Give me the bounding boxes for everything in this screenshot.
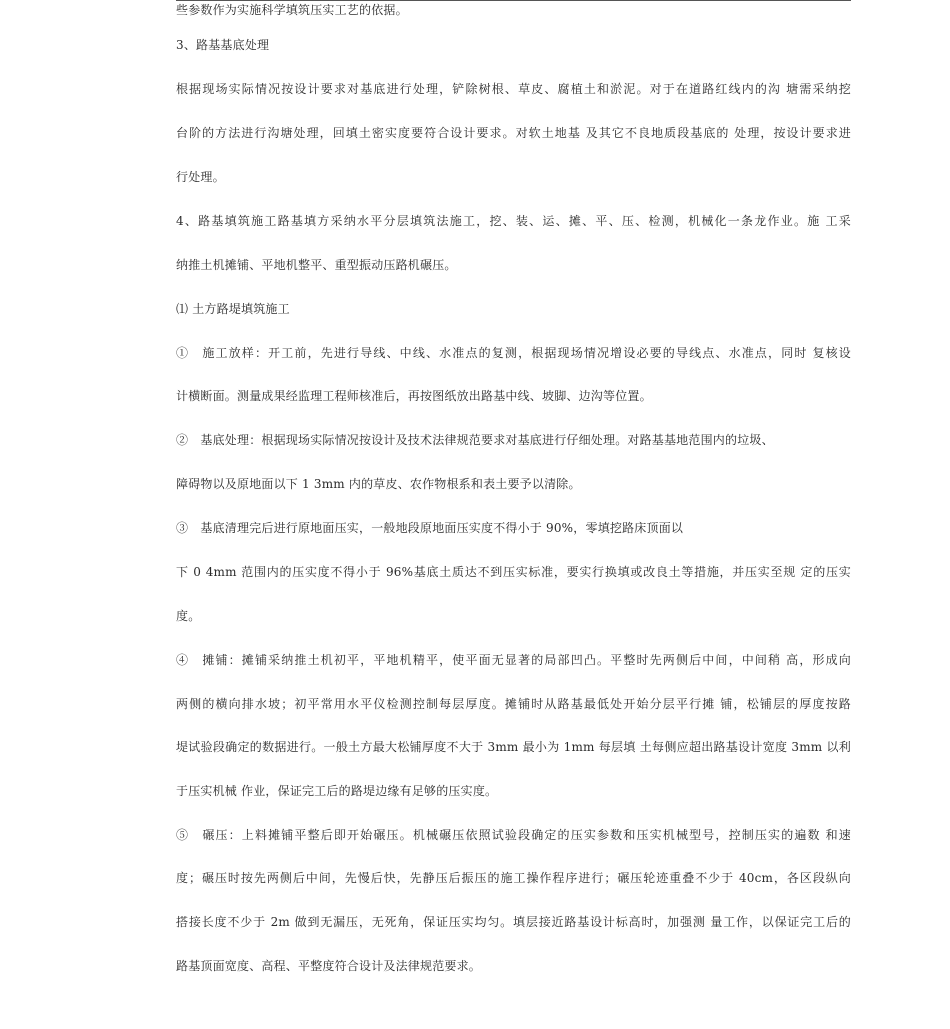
- list-item: ① 施工放样：开工前，先进行导线、中线、水准点的复测，根据现场情况增设必要的导线点、水准点，同时 复核设: [176, 346, 851, 360]
- paragraph-line: 些参数作为实施科学填筑压实工艺的依据。: [176, 3, 408, 17]
- paragraph-line: 搭接长度不少于 2m 做到无漏压，无死角，保证压实均匀。填层接近路基设计标高时，加强测 量工作，以保证完工后的: [176, 915, 851, 929]
- paragraph-line: 计横断面。测量成果经监理工程师核准后，再按图纸放出路基中线、坡脚、边沟等位置。: [176, 389, 652, 403]
- section-heading: 3、路基基底处理: [176, 38, 270, 52]
- paragraph-line: 行处理。: [176, 170, 225, 184]
- paragraph-line: 下 0 4mm 范围内的压实度不得小于 96%基底土质达不到压实标准，要实行换填或改良土等措施，并压实至规 定的压实: [176, 565, 851, 579]
- paragraph-line: 路基顶面宽度、高程、平整度符合设计及法律规范要求。: [176, 959, 482, 973]
- section-heading: 4、路基填筑施工路基填方采纳水平分层填筑法施工，挖、装、运、摊、平、压、检测，机械化一条龙作业。施 工采: [176, 214, 851, 228]
- paragraph-line: 堤试验段确定的数据进行。一般土方最大松铺厚度不大于 3mm 最小为 1mm 每层填 土每侧应超出路基设计宽度 3mm 以利: [176, 740, 851, 754]
- paragraph-line: 两侧的横向排水坡；初平常用水平仪检测控制每层厚度。摊铺时从路基最低处开始分层平行摊 铺，松铺层的厚度按路: [176, 697, 851, 711]
- paragraph-line: 障碍物以及原地面以下 1 3mm 内的草皮、农作物根系和表土要予以清除。: [176, 477, 581, 491]
- paragraph-line: 根据现场实际情况按设计要求对基底进行处理，铲除树根、草皮、腐植土和淤泥。对于在道路红线内的沟 塘需采纳挖: [176, 82, 851, 96]
- list-item: ③ 基底清理完后进行原地面压实，一般地段原地面压实度不得小于 90%，零填挖路床顶面以: [176, 521, 684, 535]
- paragraph-line: 台阶的方法进行沟塘处理，回填土密实度要符合设计要求。对软土地基 及其它不良地质段基底的 处理，按设计要求进: [176, 126, 851, 140]
- list-item: ④ 摊铺：摊铺采纳推土机初平，平地机精平，使平面无显著的局部凹凸。平整时先两侧后中间，中间稍 高，形成向: [176, 653, 851, 667]
- paragraph-line: 度；碾压时按先两侧后中间，先慢后快，先静压后振压的施工操作程序进行；碾压轮迹重叠不少于 40cm，各区段纵向: [176, 871, 851, 885]
- subsection-heading: ⑴ 土方路堤填筑施工: [176, 302, 290, 316]
- paragraph-line: 于压实机械 作业，保证完工后的路堤边缘有足够的压实度。: [176, 784, 498, 798]
- list-item: ⑤ 碾压：上料摊铺平整后即开始碾压。机械碾压依照试验段确定的压实参数和压实机械型号，控制压实的遍数 和速: [176, 828, 851, 842]
- paragraph-line: 度。: [176, 609, 201, 623]
- list-item: ② 基底处理：根据现场实际情况按设计及技术法律规范要求对基底进行仔细处理。对路基基地范围内的垃圾、: [176, 433, 774, 447]
- top-rule: [176, 0, 851, 1]
- paragraph-line: 纳推土机摊铺、平地机整平、重型振动压路机碾压。: [176, 258, 457, 272]
